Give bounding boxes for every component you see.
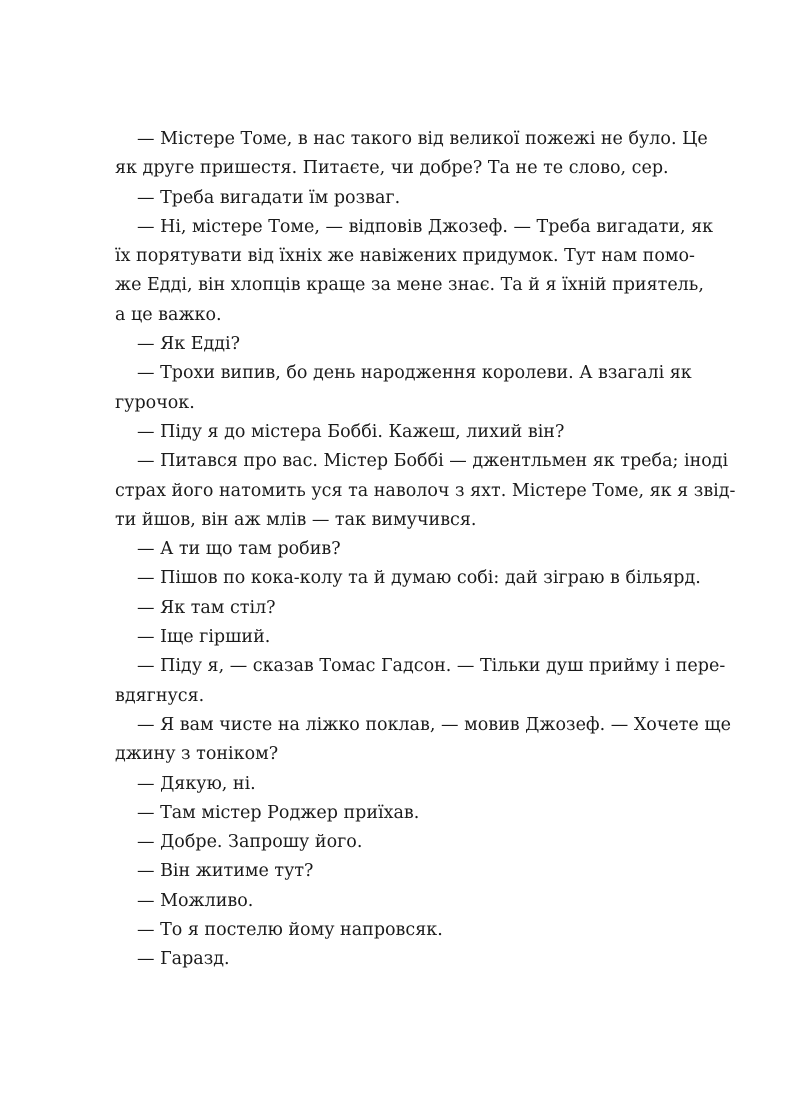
text-line: — Там містер Роджер приїхав. xyxy=(137,802,420,823)
text-line: — То я постелю йому напровсяк. xyxy=(137,920,443,941)
text-line: вдягнуся. xyxy=(115,685,205,706)
paragraph xyxy=(115,770,657,799)
text-line: — Піду я до містера Боббі. Кажеш, лихий він? xyxy=(137,421,565,442)
text-line: — Як Едді? xyxy=(137,334,241,355)
paragraph xyxy=(115,125,708,184)
text-line: — Можливо. xyxy=(137,890,254,911)
paragraph xyxy=(115,711,731,770)
paragraph xyxy=(115,652,726,711)
paragraph xyxy=(115,857,657,886)
text-line: — Треба вигадати їм розваг. xyxy=(137,187,401,208)
paragraph xyxy=(115,359,692,418)
text-line: як друге пришестя. Питаєте, чи добре? Та не те слово, сер. xyxy=(115,158,669,179)
paragraph xyxy=(115,418,657,447)
text-line: — Піду я, — сказав Томас Гадсон. — Тільки душ прийму і пере- xyxy=(137,656,726,677)
text-line: — Питався про вас. Містер Боббі — джентльмен як треба; іноді xyxy=(137,451,729,472)
paragraph xyxy=(115,916,657,945)
text-line: — Він житиме тут? xyxy=(137,861,314,882)
text-line: — Ні, містере Томе, — відповів Джозеф. — Треба вигадати, як xyxy=(137,216,714,237)
paragraph xyxy=(115,330,657,359)
paragraph xyxy=(115,828,657,857)
text-line: — Як там стіл? xyxy=(137,597,276,618)
text-line: ти йшов, він аж млів — так вимучився. xyxy=(115,509,477,530)
text-line: а це важко. xyxy=(115,304,222,325)
text-line: — Добре. Запрошу його. xyxy=(137,832,363,853)
text-line: — Гаразд. xyxy=(137,949,230,970)
paragraph xyxy=(115,887,657,916)
paragraph xyxy=(115,184,657,213)
paragraph xyxy=(115,213,714,330)
text-line: — Містере Томе, в нас такого від великої пожежі не було. Це xyxy=(137,129,708,149)
paragraph xyxy=(115,594,657,623)
text-line: же Едді, він хлопців краще за мене знає. Та й я їхній приятель, xyxy=(115,275,704,296)
text-line: — А ти що там робив? xyxy=(137,539,341,560)
text-line: страх його натомить уся та наволоч з яхт. Містере Томе, як я звід- xyxy=(115,480,736,501)
text-line: — Іще гірший. xyxy=(137,627,271,648)
text-line: їх порятувати від їхніх же навіжених придумок. Тут нам помо- xyxy=(115,246,695,267)
text-line: — Дякую, ні. xyxy=(137,773,256,794)
text-line: джину з тоніком? xyxy=(115,744,279,765)
text-line: — Пішов по кока-колу та й думаю собі: дай зіграю в більярд. xyxy=(137,568,701,589)
text-line: — Трохи випив, бо день народження королеви. А взагалі як xyxy=(137,363,692,384)
paragraph xyxy=(115,799,657,828)
paragraph xyxy=(115,535,657,564)
paragraph xyxy=(115,447,736,535)
body-text xyxy=(115,125,736,975)
paragraph xyxy=(115,623,657,652)
text-line: гурочок. xyxy=(115,392,195,413)
text-line: — Я вам чисте на ліжко поклав, — мовив Джозеф. — Хочете ще xyxy=(137,714,731,735)
paragraph xyxy=(115,564,701,593)
paragraph xyxy=(115,945,657,974)
